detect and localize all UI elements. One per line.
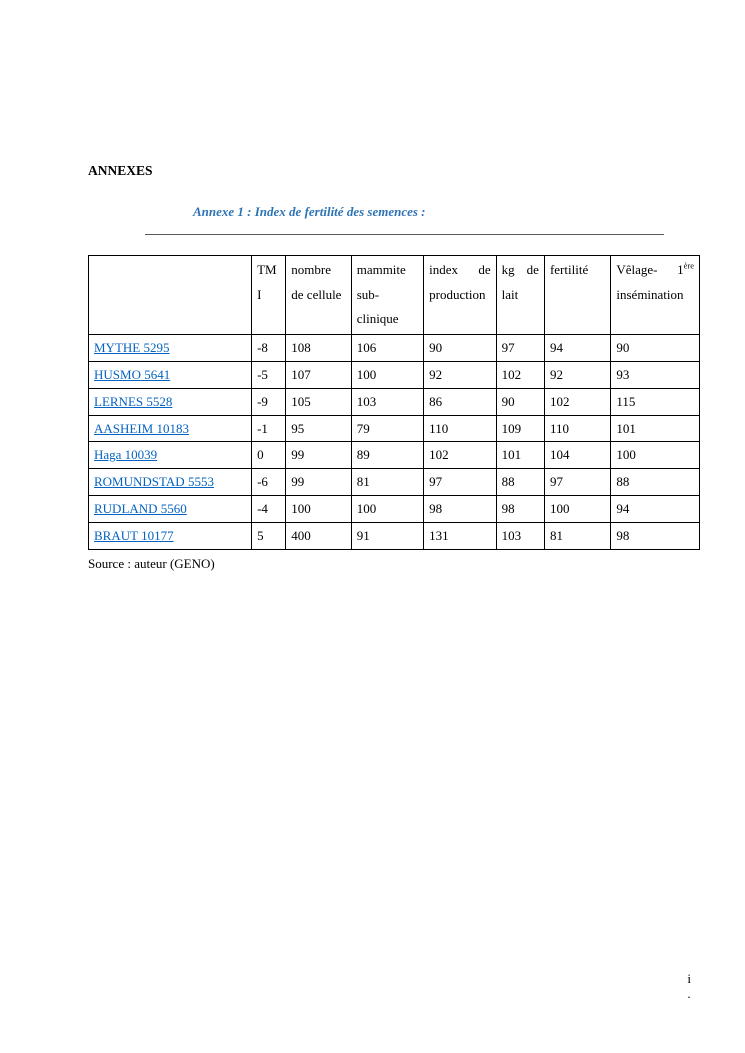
bull-link[interactable]: BRAUT 10177 bbox=[94, 527, 174, 543]
value-cell: 98 bbox=[611, 522, 700, 549]
value-cell: 90 bbox=[611, 335, 700, 362]
header-empty bbox=[89, 256, 252, 335]
bull-link[interactable]: LERNES 5528 bbox=[94, 393, 173, 409]
row-name-cell bbox=[89, 361, 252, 388]
value-cell: 105 bbox=[286, 388, 351, 415]
value-cell: 94 bbox=[544, 335, 610, 362]
header-nombre-cellule: nombre de cellule bbox=[286, 256, 351, 335]
value-cell: 103 bbox=[496, 522, 544, 549]
row-name-cell bbox=[89, 496, 252, 523]
value-cell: 104 bbox=[544, 442, 610, 469]
value-cell: 110 bbox=[424, 415, 496, 442]
value-cell: 88 bbox=[496, 469, 544, 496]
row-name-cell bbox=[89, 415, 252, 442]
row-name-cell bbox=[89, 442, 252, 469]
value-cell: 99 bbox=[286, 469, 351, 496]
value-cell: 108 bbox=[286, 335, 351, 362]
page-number-line1: i bbox=[687, 971, 691, 986]
source-note: Source : auteur (GENO) bbox=[88, 555, 215, 571]
value-cell: 101 bbox=[611, 415, 700, 442]
table-row bbox=[89, 522, 700, 549]
bull-link[interactable]: ROMUNDSTAD 5553 bbox=[94, 474, 214, 490]
page-number-line2: . bbox=[687, 986, 691, 1001]
value-cell: 100 bbox=[351, 496, 423, 523]
value-cell: 102 bbox=[424, 442, 496, 469]
value-cell: 98 bbox=[424, 496, 496, 523]
bull-link[interactable]: Haga 10039 bbox=[94, 447, 158, 463]
header-kg-lait: kg de lait bbox=[496, 256, 544, 335]
bull-link[interactable]: HUSMO 5641 bbox=[94, 366, 171, 382]
table-body bbox=[89, 335, 700, 550]
row-name-cell bbox=[89, 335, 252, 362]
value-cell: 400 bbox=[286, 522, 351, 549]
value-cell: -9 bbox=[252, 388, 286, 415]
value-cell: 79 bbox=[351, 415, 423, 442]
value-cell: 97 bbox=[496, 335, 544, 362]
value-cell: -4 bbox=[252, 496, 286, 523]
value-cell: 94 bbox=[611, 496, 700, 523]
value-cell: 97 bbox=[544, 469, 610, 496]
row-name-cell bbox=[89, 388, 252, 415]
row-name-cell bbox=[89, 522, 252, 549]
value-cell: -8 bbox=[252, 335, 286, 362]
value-cell: 81 bbox=[351, 469, 423, 496]
value-cell: -5 bbox=[252, 361, 286, 388]
value-cell: 5 bbox=[252, 522, 286, 549]
table-row bbox=[89, 442, 700, 469]
header-fertilite: fertilité bbox=[544, 256, 610, 335]
value-cell: 92 bbox=[424, 361, 496, 388]
table-row bbox=[89, 361, 700, 388]
annexes-heading: ANNEXES bbox=[88, 163, 153, 178]
header-velage-prefix: Vêlage- 1 bbox=[616, 262, 684, 277]
bull-link[interactable]: AASHEIM 10183 bbox=[94, 420, 189, 436]
value-cell: 97 bbox=[424, 469, 496, 496]
value-cell: 101 bbox=[496, 442, 544, 469]
value-cell: 86 bbox=[424, 388, 496, 415]
value-cell: 91 bbox=[351, 522, 423, 549]
row-name-cell bbox=[89, 469, 252, 496]
annex-title-rule bbox=[145, 204, 664, 235]
fertility-table bbox=[88, 255, 700, 550]
header-mammite: mammite sub-clinique bbox=[351, 256, 423, 335]
value-cell: 115 bbox=[611, 388, 700, 415]
value-cell: 93 bbox=[611, 361, 700, 388]
value-cell: 0 bbox=[252, 442, 286, 469]
annex-title: Annexe 1 : Index de fertilité des semences : bbox=[193, 204, 426, 219]
value-cell: 90 bbox=[424, 335, 496, 362]
value-cell: 81 bbox=[544, 522, 610, 549]
value-cell: 102 bbox=[496, 361, 544, 388]
bull-link[interactable]: RUDLAND 5560 bbox=[94, 501, 187, 517]
value-cell: 88 bbox=[611, 469, 700, 496]
value-cell: -1 bbox=[252, 415, 286, 442]
table-row bbox=[89, 496, 700, 523]
header-velage-suffix: insémination bbox=[616, 286, 684, 302]
value-cell: 103 bbox=[351, 388, 423, 415]
value-cell: 131 bbox=[424, 522, 496, 549]
value-cell: -6 bbox=[252, 469, 286, 496]
value-cell: 95 bbox=[286, 415, 351, 442]
value-cell: 89 bbox=[351, 442, 423, 469]
value-cell: 100 bbox=[611, 442, 700, 469]
value-cell: 100 bbox=[351, 361, 423, 388]
value-cell: 107 bbox=[286, 361, 351, 388]
header-tmi: TMI bbox=[252, 256, 286, 335]
header-velage bbox=[611, 256, 700, 335]
value-cell: 90 bbox=[496, 388, 544, 415]
header-index-production: index de production bbox=[424, 256, 496, 335]
bull-link[interactable]: MYTHE 5295 bbox=[94, 340, 170, 356]
value-cell: 92 bbox=[544, 361, 610, 388]
page-number bbox=[687, 971, 691, 1001]
table-row bbox=[89, 469, 700, 496]
value-cell: 106 bbox=[351, 335, 423, 362]
value-cell: 100 bbox=[544, 496, 610, 523]
table-row bbox=[89, 415, 700, 442]
table-row bbox=[89, 388, 700, 415]
value-cell: 110 bbox=[544, 415, 610, 442]
value-cell: 99 bbox=[286, 442, 351, 469]
header-velage-superscript: ère bbox=[683, 260, 694, 271]
table-row bbox=[89, 335, 700, 362]
value-cell: 109 bbox=[496, 415, 544, 442]
value-cell: 102 bbox=[544, 388, 610, 415]
header-row bbox=[89, 256, 700, 335]
value-cell: 100 bbox=[286, 496, 351, 523]
value-cell: 98 bbox=[496, 496, 544, 523]
